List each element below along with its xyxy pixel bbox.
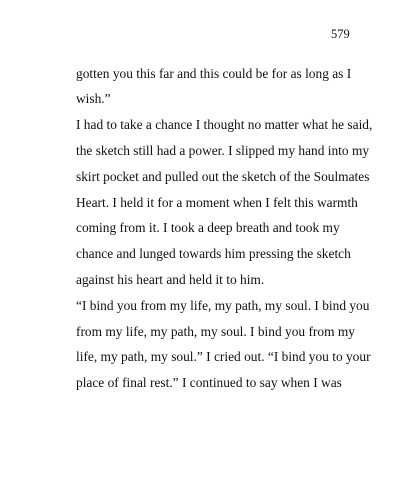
text-line: the sketch still had a power. I slipped my hand into my bbox=[76, 143, 370, 158]
text-line: “I bind you from my life, my path, my soul. I bind you bbox=[76, 298, 370, 313]
text-line: Heart. I held it for a moment when I felt this warmth bbox=[76, 195, 358, 210]
text-line: coming from it. I took a deep breath and took my bbox=[76, 220, 340, 235]
text-line: I had to take a chance I thought no matter what he said, bbox=[76, 117, 373, 132]
text-line: life, my path, my soul.” I cried out. “I bind you to your bbox=[76, 349, 371, 364]
text-line: wish.” bbox=[76, 91, 111, 106]
text-line: from my life, my path, my soul. I bind you from my bbox=[76, 324, 355, 339]
text-line: gotten you this far and this could be for as long as I bbox=[76, 66, 352, 81]
text-line: place of final rest.” I continued to say when I was bbox=[76, 375, 342, 390]
text-line: skirt pocket and pulled out the sketch of the Soulmates bbox=[76, 169, 370, 184]
page-number: 579 bbox=[331, 27, 350, 41]
text-line: chance and lunged towards him pressing the sketch bbox=[76, 246, 351, 261]
text-line: against his heart and held it to him. bbox=[76, 272, 265, 287]
